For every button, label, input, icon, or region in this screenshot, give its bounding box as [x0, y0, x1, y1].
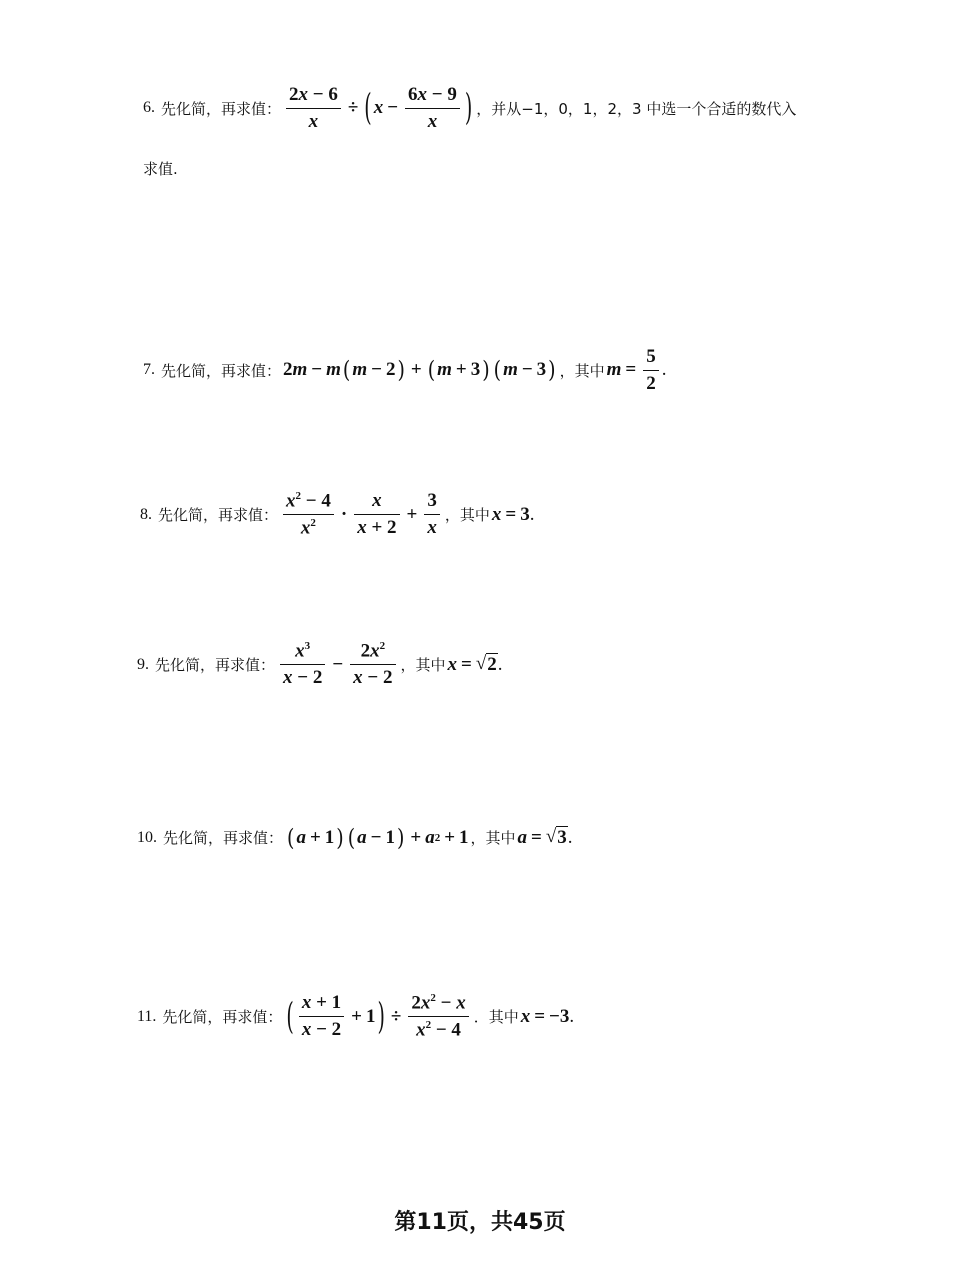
problem-9	[137, 640, 505, 689]
problem-number: 11.	[137, 1007, 157, 1025]
problem-8	[140, 490, 536, 539]
problem-condition: ．其中	[473, 1008, 519, 1027]
problem-condition: ，其中	[559, 361, 605, 380]
math-expression: 2 m − m ( m − 2 ) + ( m + 3 ) ( m − 3 )	[283, 356, 556, 385]
problem-condition: ，并从−1，0，1，2，3 中选一个合适的数代入	[476, 99, 797, 118]
math-expression: $\frac{x^3}{x - 2}$ − $\frac{2x^2}{x - 2}$	[277, 640, 398, 689]
page-footer: 第11页，共45页	[394, 1210, 566, 1235]
problem-number: 6.	[143, 99, 155, 117]
condition-value: m = $\frac{5}{2}$ .	[606, 346, 667, 394]
problem-condition: ，其中	[444, 506, 490, 525]
math-expression: ( $\frac{x + 1}{x - 2}$ + 1 ) ÷ $\frac{2x^2 - x}{x^2 - 4}$	[284, 992, 471, 1041]
problem-number: 8.	[140, 505, 152, 523]
problem-instruction: 先化简，再求值：	[158, 506, 279, 525]
condition-value: a = √ 3 .	[517, 826, 573, 848]
problem-6	[143, 84, 796, 133]
problem-number: 10.	[137, 828, 157, 846]
problem-instruction: 先化简，再求值：	[155, 656, 276, 674]
condition-value: x = −3 .	[520, 1005, 575, 1027]
problem-instruction: 先化简，再求值：	[163, 829, 284, 847]
problem-condition: ，其中	[400, 656, 446, 674]
condition-value: x = 3 .	[491, 503, 535, 525]
math-expression: ( a + 1 ) ( a − 1 ) + a 2 + 1	[287, 823, 469, 852]
condition-value: x = √ 2 .	[447, 653, 503, 675]
math-expression: $\frac{x^2 - 4}{x^2}$ · $\frac{x}{x + 2}$ + $\frac{3}{x}$	[280, 490, 443, 539]
problem-condition: ，其中	[470, 829, 516, 847]
problem-10	[137, 823, 575, 852]
problem-instruction: 先化简，再求值：	[161, 361, 282, 380]
problem-number: 7.	[143, 361, 155, 379]
problem-7	[143, 346, 668, 395]
problem-11	[137, 992, 576, 1041]
problem-instruction: 先化简，再求值：	[162, 1008, 283, 1027]
math-expression: $\frac{2x - 6}{x}$ ÷ ( x − $\frac{6x - 9}{x}$ )	[283, 84, 474, 133]
problem-number: 9.	[137, 655, 149, 673]
problem-6-continuation: 求值.	[143, 160, 178, 178]
problem-instruction: 先化简，再求值：	[161, 99, 282, 118]
